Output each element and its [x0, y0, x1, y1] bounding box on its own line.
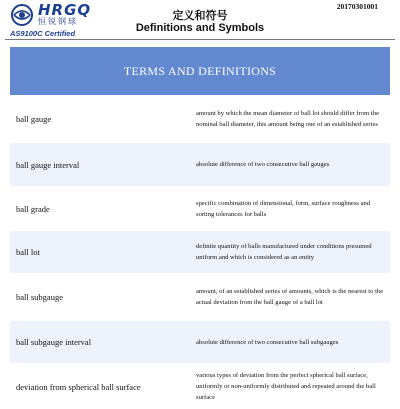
table-row — [10, 142, 390, 186]
header-divider — [5, 39, 395, 40]
table-row — [10, 320, 390, 363]
definition-cell: definite quantity of balls manufactured under conditions presumed uniform and which is considered as an entity — [196, 243, 372, 261]
definition-cell: specific combination of dimensional, form, surface roughness and sorting tolerances for balls — [196, 199, 371, 218]
term-cell: ball gauge — [16, 114, 52, 124]
page-title: Definitions and Symbols — [135, 22, 265, 34]
definition-cell: amount by which the mean diameter of ball lot should differ from the nominal ball diameter, this amount being one of an established series — [196, 110, 379, 128]
definition-cell: absolute difference of two consecutive ball gauges — [196, 161, 330, 168]
table-row — [10, 273, 390, 320]
term-cell: ball gauge interval — [16, 159, 80, 170]
term-cell: deviation from spherical ball surface — [16, 381, 141, 392]
table-row — [10, 363, 390, 409]
term-cell: ball subgauge — [16, 292, 63, 302]
logo-chinese-name: 恒锐钢球 — [38, 17, 78, 26]
definition-cell: absolute difference of two consecutive ball subgauges — [196, 338, 339, 346]
table-row — [10, 186, 390, 230]
certification-label: AS9100C Certified — [10, 29, 76, 38]
term-cell: ball subgauge interval — [16, 337, 92, 347]
page-title-chinese: 定义和符号 — [172, 9, 228, 22]
document-number: 20170301001 — [336, 2, 378, 11]
table-heading: TERMS AND DEFINITIONS — [10, 47, 390, 95]
definition-cell: various types of deviation from the perfect spherical ball surface, uniformly or non-uniformly distributed and repeated around the ball surface — [196, 372, 376, 401]
term-cell: ball lot — [16, 247, 40, 257]
term-cell: ball grade — [16, 203, 50, 214]
table-row — [10, 95, 390, 142]
definitions-table — [10, 47, 390, 409]
definition-cell: amount, of an established series of amounts, which is the nearest to the actual deviation from the ball gauge of a ball lot — [196, 288, 384, 306]
logo-text: HRGQ — [38, 1, 92, 19]
table-row — [10, 230, 390, 273]
